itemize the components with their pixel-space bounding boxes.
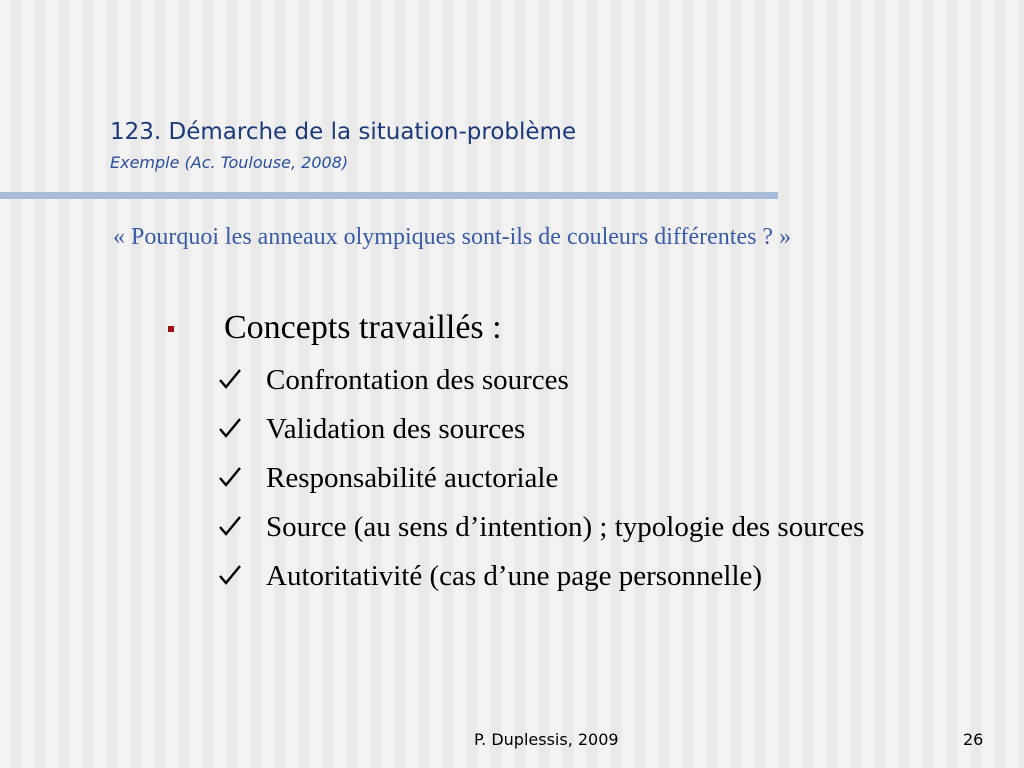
checkmark-icon [218, 515, 242, 537]
list-item-text: Autoritativité (cas d’une page personnelle) [266, 560, 763, 592]
square-bullet-icon [168, 326, 174, 332]
checkmark-icon [218, 564, 242, 586]
list-item [214, 458, 1004, 498]
concepts-heading: Concepts travaillés : [224, 309, 502, 346]
list-item-text: Confrontation des sources [266, 364, 569, 396]
list-item [214, 409, 1004, 449]
checkmark-icon [218, 368, 242, 390]
page-number: 26 [963, 730, 984, 749]
question-text: « Pourquoi les anneaux olympiques sont-ils de couleurs différentes ? » [113, 224, 792, 250]
list-item [214, 507, 1004, 547]
checkmark-icon [218, 466, 242, 488]
list-item-text: Responsabilité auctoriale [266, 462, 559, 494]
title-divider [0, 192, 778, 199]
slide-title: 123. Démarche de la situation-problème [110, 119, 577, 145]
list-item [214, 360, 1004, 400]
list-item [214, 556, 1004, 596]
footer-author: P. Duplessis, 2009 [474, 730, 619, 749]
checkmark-icon [218, 417, 242, 439]
list-item-text: Source (au sens d’intention) ; typologie des sources [266, 511, 865, 543]
slide-subtitle: Exemple (Ac. Toulouse, 2008) [110, 153, 349, 172]
list-item-text: Validation des sources [266, 413, 526, 445]
